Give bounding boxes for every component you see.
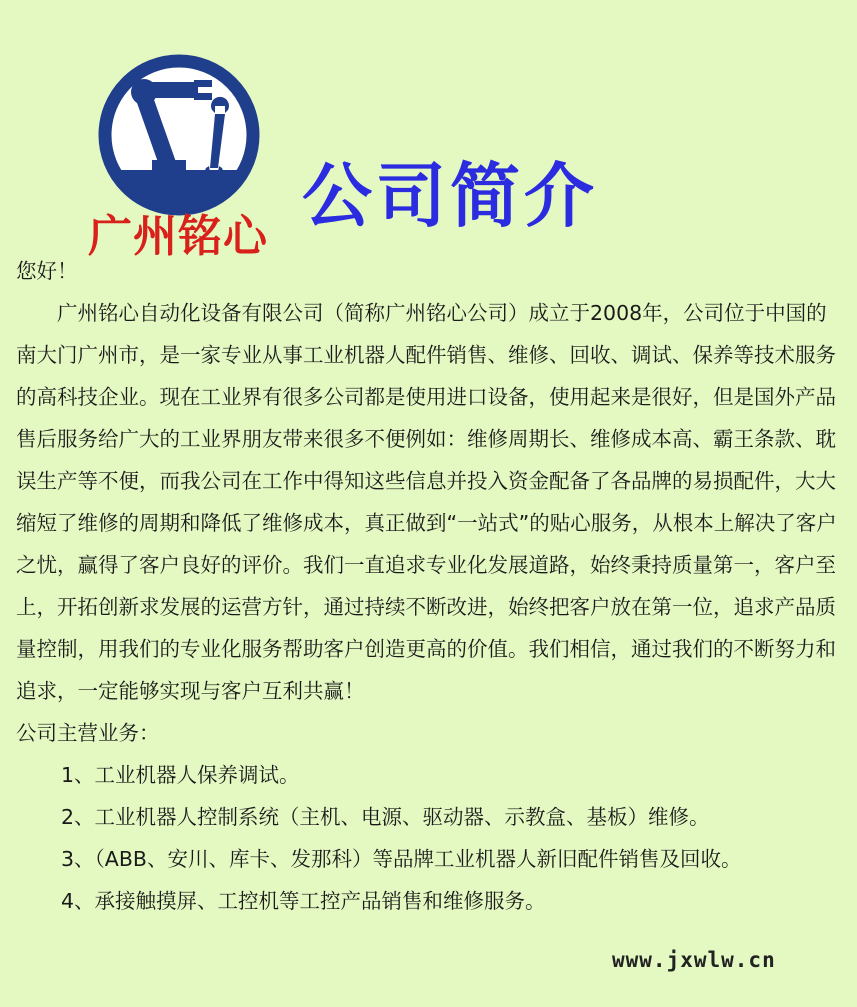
list-item: 2、工业机器人控制系统（主机、电源、驱动器、示教盒、基板）维修。 xyxy=(61,805,710,829)
company-brand-name: 广州铭心 xyxy=(88,211,268,262)
services-heading: 公司主营业务： xyxy=(16,721,160,745)
list-item: 4、承接触摸屏、工控机等工控产品销售和维修服务。 xyxy=(61,889,546,913)
website-watermark: www.jxwlw.cn xyxy=(612,948,776,972)
company-logo xyxy=(94,50,264,220)
services-list xyxy=(16,754,842,922)
intro-paragraph: 广州铭心自动化设备有限公司（简称广州铭心公司）成立于2008年，公司位于中国的南大门广州市，是一家专业从事工业机器人配件销售、维修、回收、调试、保养等技术服务的高科技企业。现在工业界有很多公司都是使用进口设备，使用起来是很好，但是国外产品售后服务给广大的工业界朋友带来很多不便例如：维修周期长、维修成本高、霸王条款、耽误生产等不便，而我公司在工作中得知这些信息并投入资金配备了各品牌的易损配件，大大缩短了维修的周期和降低了维修成本，真正做到“一站式”的贴心服务，从根本上解决了客户之忧，赢得了客户良好的评价。我们一直追求专业化发展道路，始终秉持质量第一，客户至上，开拓创新求发展的运营方针，通过持续不断改进，始终把客户放在第一位，追求产品质量控制，用我们的专业化服务帮助客户创造更高的价值。我们相信，通过我们的不断努力和追求，一定能够实现与客户互利共赢！ xyxy=(16,301,837,703)
company-intro-body xyxy=(16,250,842,922)
greeting: 您好！ xyxy=(16,259,78,283)
list-item: 3、（ABB、安川、库卡、发那科）等品牌工业机器人新旧配件销售及回收。 xyxy=(61,847,742,871)
page-title: 公司简介 xyxy=(302,155,598,237)
list-item: 1、工业机器人保养调试。 xyxy=(61,763,300,787)
